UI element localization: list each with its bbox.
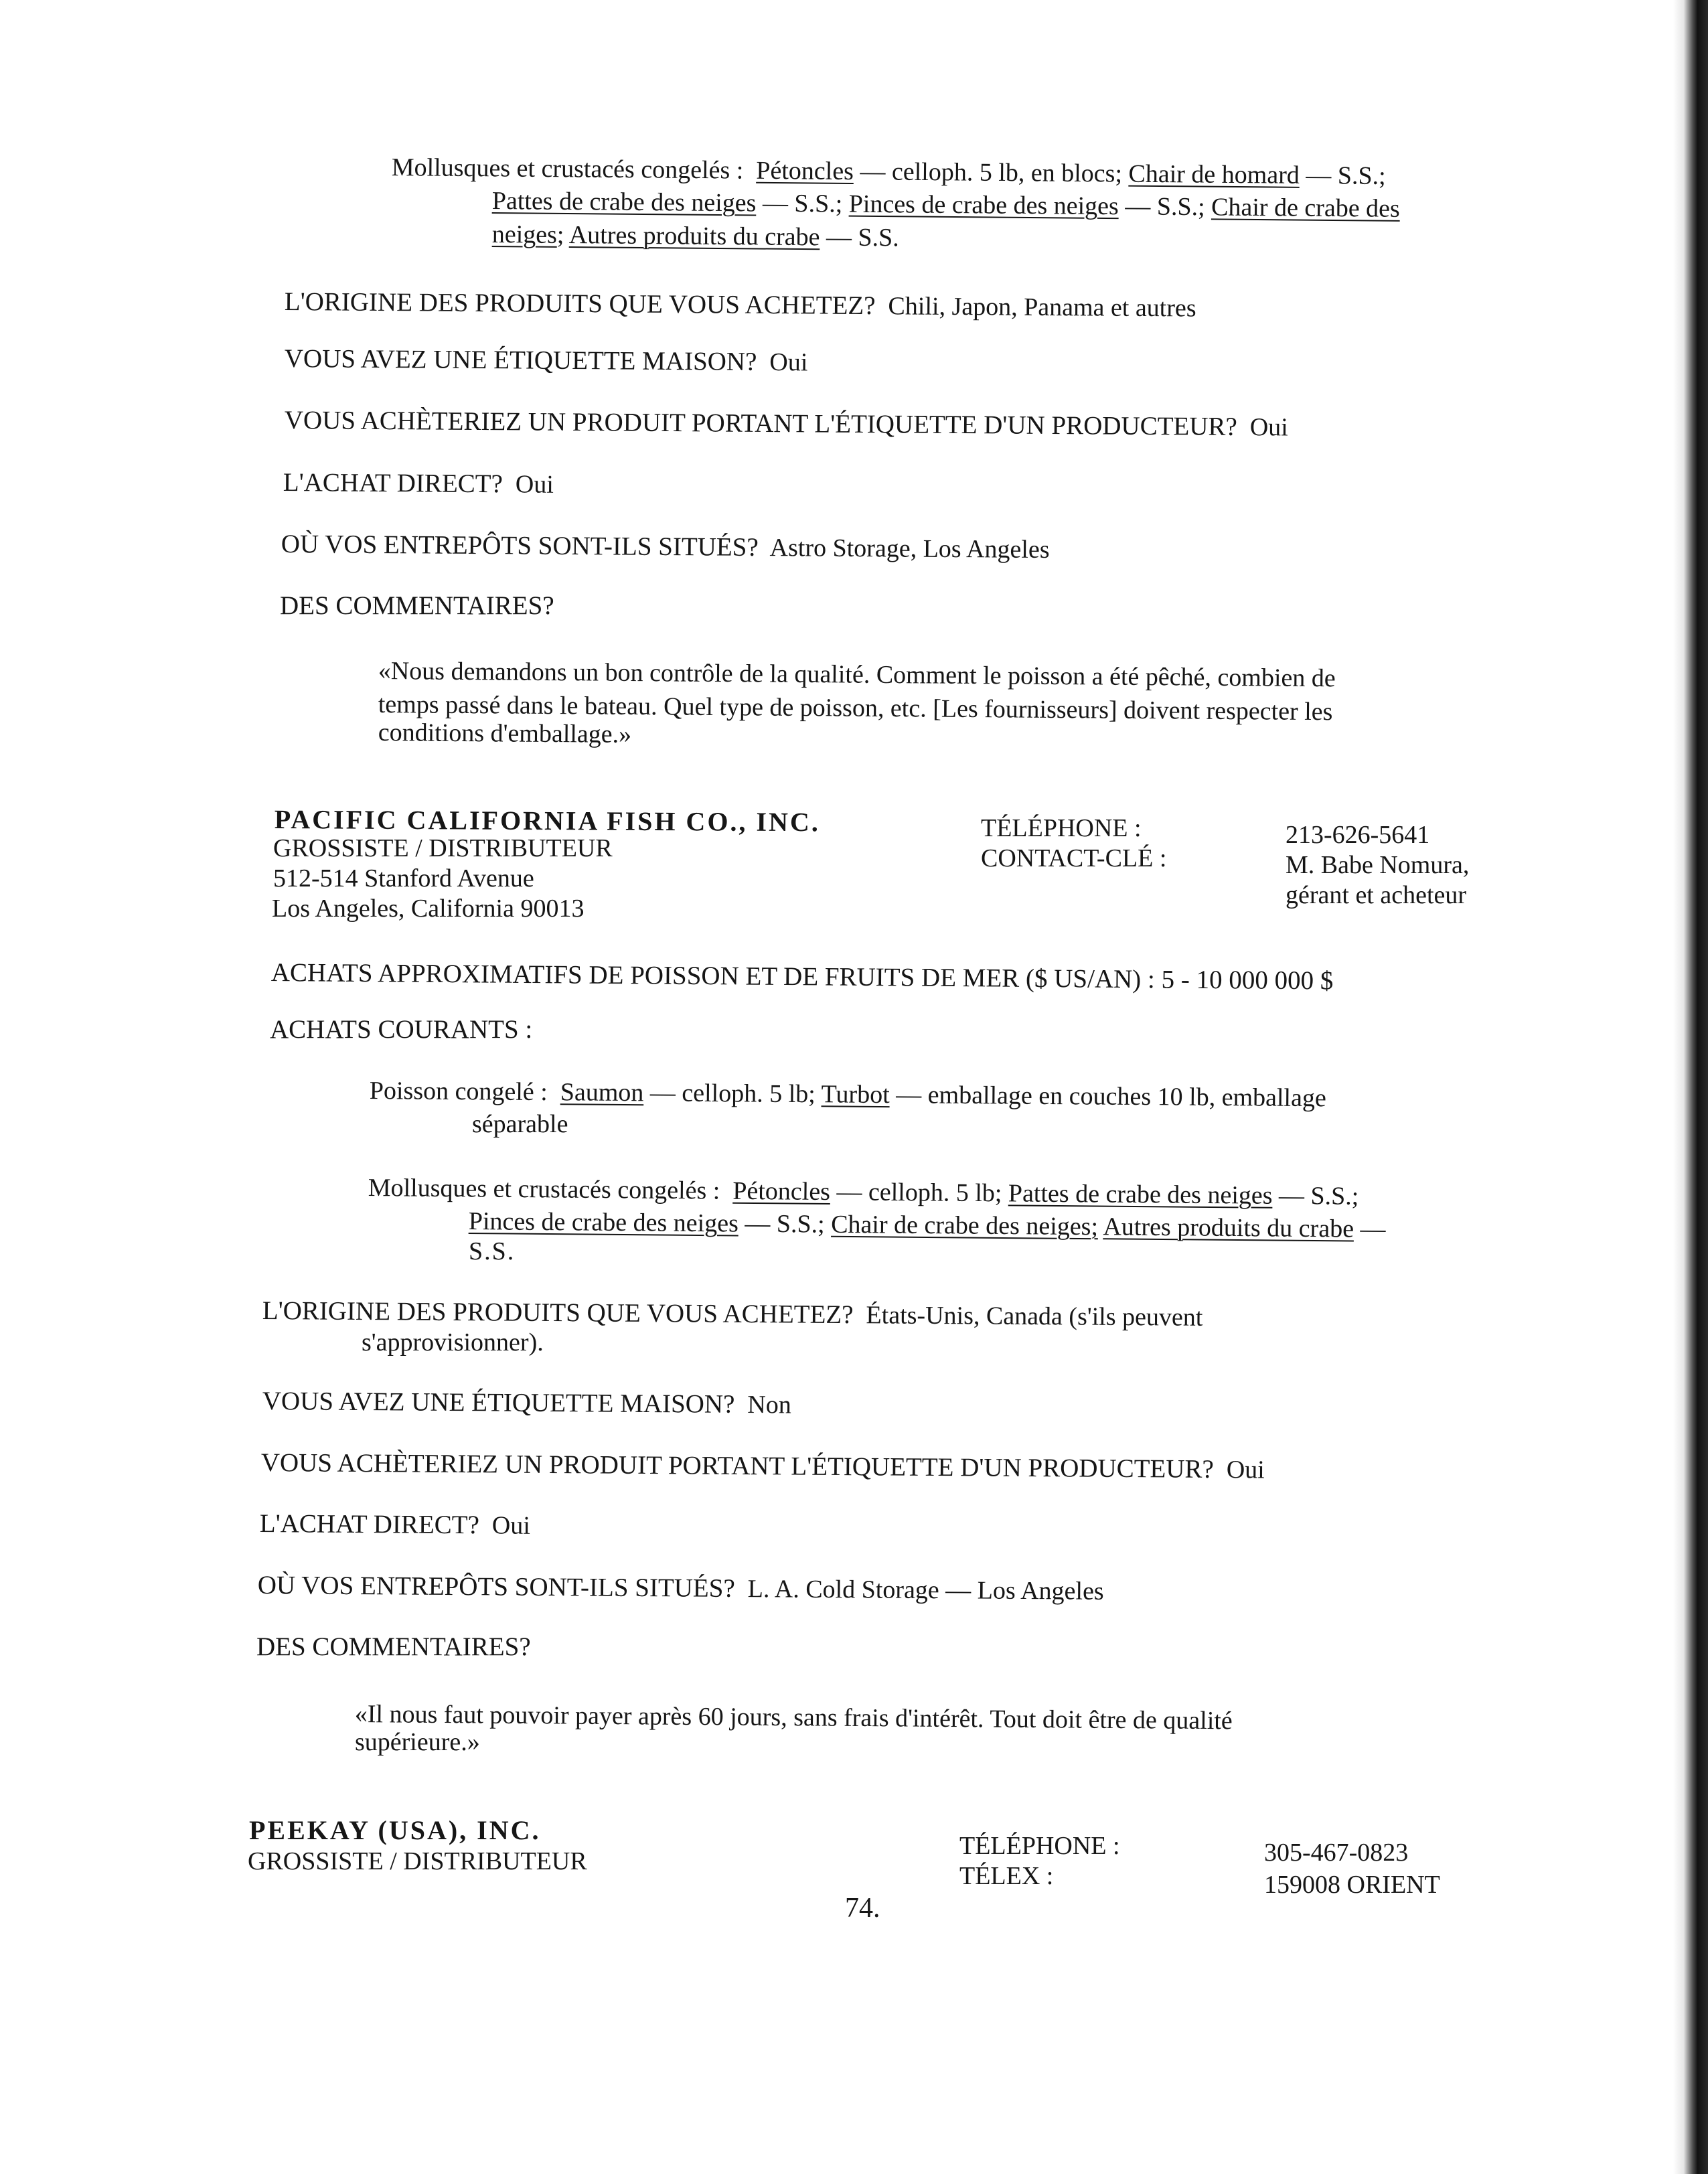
question-house-label [285,343,808,378]
product-detail: — S.S.; [1306,161,1386,190]
question-comments: DES COMMENTAIRES? [280,591,554,620]
question: OÙ VOS ENTREPÔTS SONT-ILS SITUÉS? [257,1571,735,1603]
product-detail: S.S. [469,1237,516,1265]
comment-line: supérieure.» [355,1728,480,1756]
question: VOUS ACHÈTERIEZ UN PRODUIT PORTANT L'ÉTIQUETTE D'UN PRODUCTEUR? [284,406,1237,441]
question-direct-purchase [283,467,554,500]
product-name: Pattes de crabe des neiges [491,186,757,218]
product-name: Turbot [821,1080,890,1109]
answer: Oui [769,348,808,377]
product-detail: — [1360,1215,1386,1243]
scan-edge [1673,0,1708,2174]
question-direct-purchase [260,1508,530,1541]
product-name: Autres produits du crabe [568,221,820,252]
answer: Oui [1249,413,1288,442]
question: L'ORIGINE DES PRODUITS QUE VOUS ACHETEZ? [262,1296,854,1330]
product-line [392,153,1386,191]
company-type: GROSSISTE / DISTRIBUTEUR [273,834,613,862]
question: L'ACHAT DIRECT? [283,468,503,499]
telephone-value: 213-626-5641 [1286,821,1430,849]
company-address: 512-514 Stanford Avenue [273,864,534,892]
company-name: PEEKAY (USA), INC. [249,1815,541,1845]
product-detail: séparable [472,1110,568,1138]
answer: Oui [491,1511,531,1540]
product-line [370,1076,1326,1113]
answer: Astro Storage, Los Angeles [769,534,1050,564]
telephone-label: TÉLÉPHONE : [959,1832,1120,1860]
company-address: Los Angeles, California 90013 [272,895,585,923]
product-name: Chair de crabe des neiges; [831,1210,1099,1241]
comment-line: «Nous demandons un bon contrôle de la qualité. Comment le poisson a été pêché, combien de [378,656,1336,693]
question-producer-label [261,1448,1265,1485]
question: VOUS ACHÈTERIEZ UN PRODUIT PORTANT L'ÉTIQUETTE D'UN PRODUCTEUR? [260,1448,1214,1484]
product-detail: — celloph. 5 lb; [836,1178,1002,1208]
product-detail: — celloph. 5 lb; [649,1079,816,1109]
answer: États-Unis, Canada (s'ils peuvent [866,1301,1203,1332]
comment-line: «Il nous faut pouvoir payer après 60 jours, sans frais d'intérêt. Tout doit être de qualité [354,1700,1233,1735]
question-comments: DES COMMENTAIRES? [256,1632,531,1661]
comment-line: conditions d'emballage.» [378,718,632,749]
product-line [492,220,899,253]
approx-purchases: ACHATS APPROXIMATIFS DE POISSON ET DE FRUITS DE MER ($ US/AN) : 5 - 10 000 000 $ [270,958,1334,996]
answer: s'approvisionner). [362,1328,544,1356]
product-detail: — S.S.; [745,1209,825,1239]
category-label: Poisson congelé : [369,1077,548,1107]
product-line [368,1173,1359,1212]
company-type: GROSSISTE / DISTRIBUTEUR [248,1847,587,1875]
question: VOUS AVEZ UNE ÉTIQUETTE MAISON? [284,344,757,376]
product-name: Chair de homard [1128,159,1300,189]
product-line [492,186,1400,224]
product-name: Pinces de crabe des neiges [468,1207,739,1238]
product-name: Pétoncles [732,1176,831,1207]
contact-label: CONTACT-CLÉ : [981,844,1167,872]
answer: Oui [515,470,554,499]
question: OÙ VOS ENTREPÔTS SONT-ILS SITUÉS? [281,530,759,562]
product-detail: — S.S.; [1125,192,1205,222]
product-name: Autres produits du crabe [1103,1213,1354,1243]
answer: Chili, Japon, Panama et autres [888,292,1196,323]
current-purchases-label: ACHATS COURANTS : [270,1015,533,1044]
question-warehouses [281,529,1050,565]
question-warehouses [258,1570,1104,1607]
question: L'ACHAT DIRECT? [259,1509,480,1540]
telephone-label: TÉLÉPHONE : [981,814,1142,842]
product-name: Pétoncles [756,156,854,186]
contact-role: gérant et acheteur [1286,881,1467,909]
telephone-value: 305-467-0823 [1264,1839,1409,1867]
product-name: Saumon [560,1078,644,1107]
question: VOUS AVEZ UNE ÉTIQUETTE MAISON? [262,1387,735,1419]
contact-value: M. Babe Nomura, [1286,851,1470,879]
product-detail: ; [556,220,564,249]
comment-line: temps passé dans le bateau. Quel type de poisson, etc. [Les fournisseurs] doivent respecter les [378,690,1333,726]
product-detail: — S.S.; [1278,1181,1359,1211]
page-number: 74. [845,1893,880,1924]
category-label: Mollusques et crustacés congelés : [368,1174,720,1205]
question-origin [285,287,1196,324]
answer: Oui [1226,1456,1265,1484]
category-label: Mollusques et crustacés congelés : [391,153,744,185]
answer: Non [747,1391,791,1419]
telex-label: TÉLEX : [959,1862,1054,1890]
product-detail: — celloph. 5 lb, en blocs; [860,157,1123,188]
product-name: Pinces de crabe des neiges [848,189,1119,221]
product-detail: — S.S. [826,223,899,252]
product-detail: — S.S.; [762,189,843,218]
product-line [469,1207,1386,1245]
product-detail: — emballage en couches 10 lb, emballage [896,1081,1326,1113]
question: L'ORIGINE DES PRODUITS QUE VOUS ACHETEZ? [284,287,876,321]
product-name: neiges [491,220,558,249]
answer: L. A. Cold Storage — Los Angeles [747,1575,1104,1606]
product-name: Pattes de crabe des neiges [1008,1179,1273,1210]
company-name: PACIFIC CALIFORNIA FISH CO., INC. [274,804,820,838]
telex-value: 159008 ORIENT [1264,1871,1440,1899]
product-name: Chair de crabe des [1211,193,1401,223]
question-house-label [262,1386,791,1421]
question-producer-label [285,405,1288,443]
